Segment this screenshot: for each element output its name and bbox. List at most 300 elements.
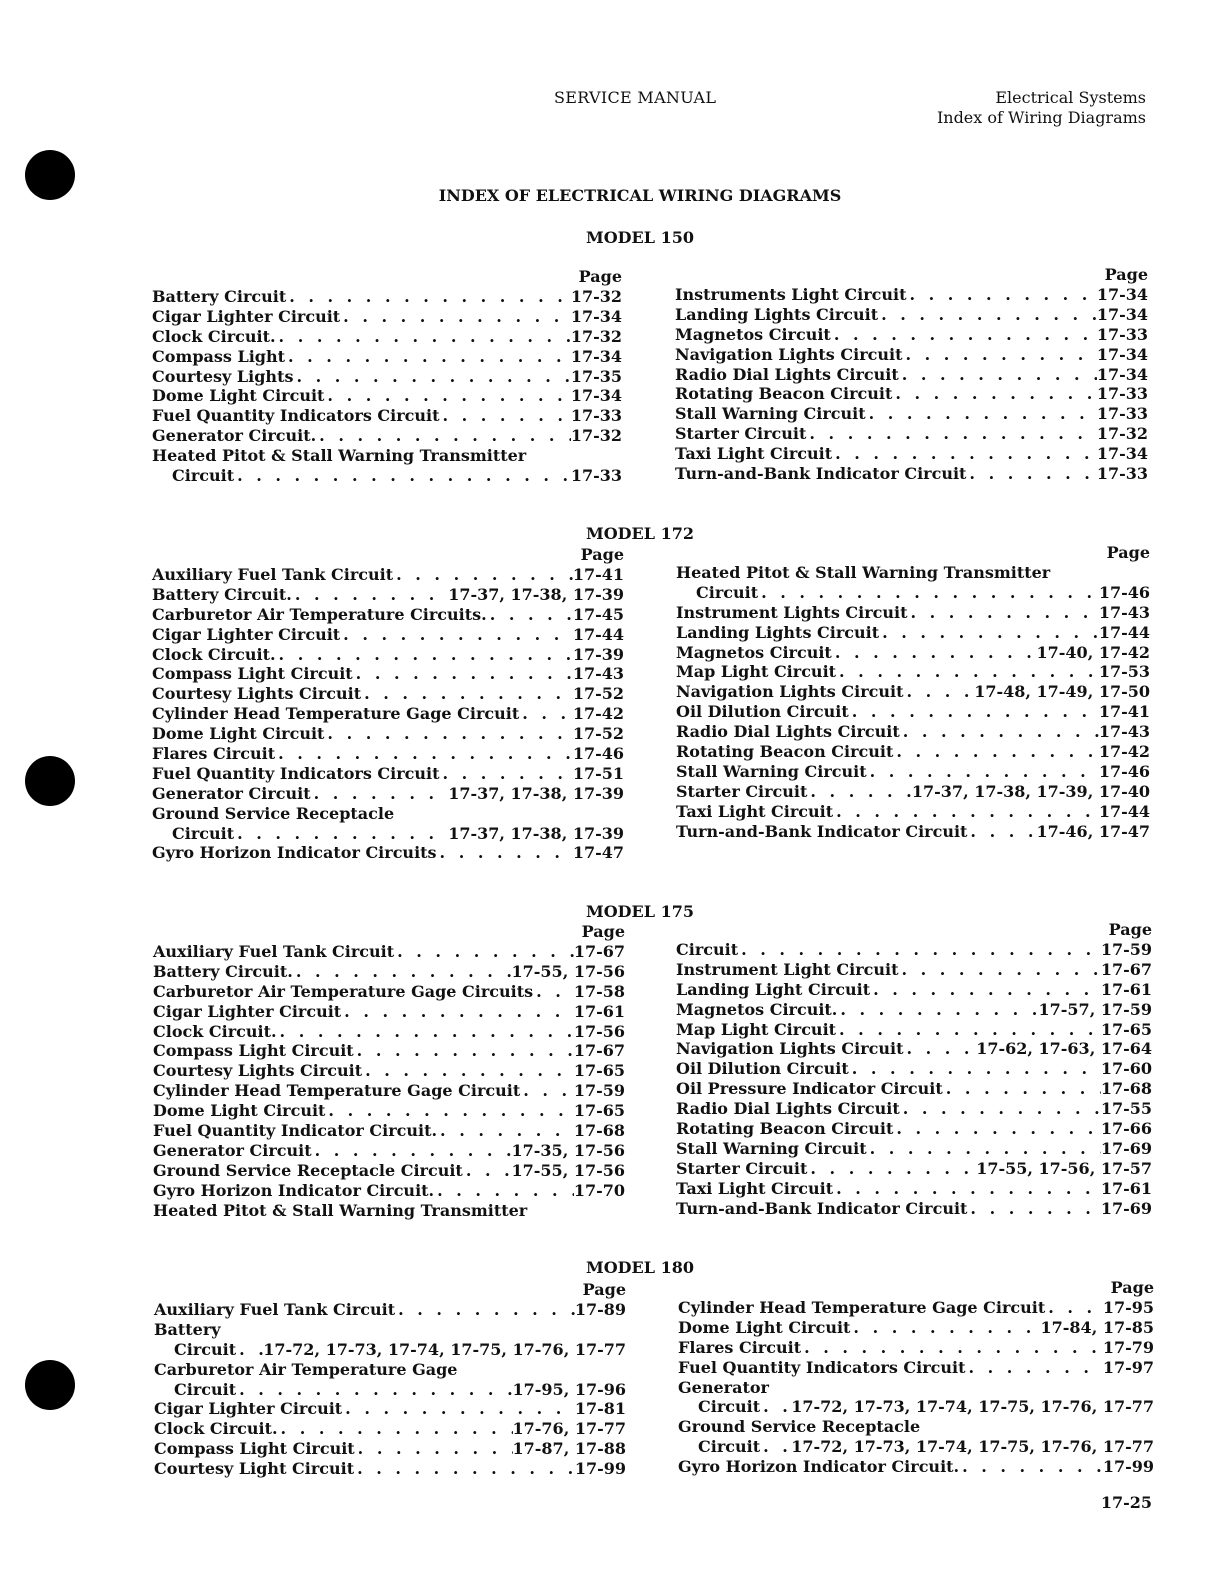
page-column-header: Page: [1104, 265, 1148, 284]
entry-title: Auxiliary Fuel Tank Circuit: [154, 1300, 396, 1319]
leader-dots: [893, 742, 1098, 762]
index-entry: [676, 722, 1150, 742]
leader-dots: [760, 1437, 791, 1457]
entry-page: 17-34: [570, 306, 622, 326]
leader-dots: [833, 802, 1099, 822]
entry-page: 17-70: [573, 1180, 625, 1200]
entry-page: 17-37, 17-38, 17-39: [448, 823, 624, 843]
index-entry: [676, 1039, 1152, 1059]
leader-dots: [943, 1079, 1101, 1099]
entry-page: 17-34: [1096, 304, 1148, 324]
entry-page: 17-89: [574, 1300, 626, 1319]
index-entry: [152, 466, 622, 486]
page-column-header: Page: [1108, 920, 1152, 939]
entry-title: Magnetos Circuit: [675, 324, 831, 344]
model-175-right-column: [676, 920, 1152, 1218]
entry-title: Fuel Quantity Indicators Circuit: [152, 406, 440, 426]
leader-dots: [892, 384, 1096, 404]
entry-page: 17-33: [1096, 324, 1148, 344]
index-entry: [675, 404, 1148, 424]
entry-page: 17-41: [572, 565, 624, 584]
page-column-header: Page: [1106, 543, 1150, 562]
index-entry: [154, 1380, 626, 1400]
index-entry: [153, 1022, 625, 1042]
index-entry: [675, 384, 1148, 404]
leader-dots: [900, 1099, 1101, 1119]
leader-dots: [341, 1002, 574, 1022]
entry-page: 17-33: [1096, 404, 1148, 424]
entry-title: Turn-and-Bank Indicator Circuit: [675, 464, 967, 484]
index-entry: [152, 406, 622, 426]
entry-title: Fuel Quantity Indicators Circuit: [678, 1357, 966, 1377]
index-entry: [676, 1079, 1152, 1099]
entry-title: Battery Circuit: [152, 287, 287, 306]
index-entry: [154, 1419, 626, 1439]
entry-title: Starter Circuit: [675, 424, 807, 444]
leader-dots: [906, 285, 1096, 305]
index-entry: [676, 643, 1150, 663]
page-column-header: Page: [581, 922, 625, 941]
leader-dots: [292, 585, 448, 605]
index-entry: [154, 1320, 626, 1340]
leader-dots: [866, 404, 1097, 424]
index-entry: [675, 424, 1148, 444]
entry-title: Radio Dial Lights Circuit: [676, 722, 900, 742]
index-entry: [676, 563, 1150, 583]
leader-dots: [850, 1318, 1040, 1338]
index-entry: [152, 287, 622, 307]
entry-title: Instrument Light Circuit: [676, 959, 899, 979]
leader-dots: [899, 365, 1097, 385]
leader-dots: [965, 1358, 1102, 1378]
entry-title: Landing Lights Circuit: [675, 304, 879, 324]
index-entry: [675, 305, 1148, 325]
model-180-left-column: [154, 1280, 626, 1479]
leader-dots: [277, 1022, 574, 1042]
leader-dots: [362, 1061, 574, 1081]
entry-page: 17-61: [1100, 979, 1152, 999]
index-entry: [153, 1181, 625, 1201]
leader-dots: [395, 1300, 575, 1320]
leader-dots: [832, 643, 1037, 663]
entry-page: 17-33: [570, 466, 622, 486]
entry-title: Clock Circuit.: [152, 644, 276, 664]
entry-title: Rotating Beacon Circuit: [675, 384, 893, 404]
leader-dots: [832, 444, 1097, 464]
entry-title: Gyro Horizon Indicator Circuits: [152, 843, 437, 863]
leader-dots: [867, 762, 1099, 782]
leader-dots: [849, 702, 1099, 722]
index-entry: [152, 764, 624, 784]
leader-dots: [902, 345, 1096, 365]
leader-dots: [236, 1380, 512, 1400]
entry-title: Battery: [154, 1319, 221, 1339]
entry-page: 17-65: [573, 1101, 625, 1121]
entry-title: Circuit: [174, 1379, 237, 1399]
leader-dots: [325, 1101, 573, 1121]
model-title: MODEL 175: [586, 902, 694, 921]
entry-title: Clock Circuit.: [153, 1021, 277, 1041]
leader-dots: [355, 1439, 513, 1459]
entry-page: 17-34: [1096, 364, 1148, 384]
entry-title: Circuit: [676, 940, 739, 959]
leader-dots: [276, 645, 573, 665]
index-entry: [152, 724, 624, 744]
entry-page: 17-99: [1102, 1457, 1154, 1477]
entry-page: 17-72, 17-73, 17-74, 17-75, 17-76, 17-77: [263, 1339, 626, 1359]
entry-page: 17-79: [1102, 1337, 1154, 1357]
index-entry: [675, 365, 1148, 385]
entry-page: 17-40, 17-42: [1036, 642, 1150, 662]
leader-dots: [394, 942, 574, 962]
index-entry: [676, 1099, 1152, 1119]
index-entry: [152, 704, 624, 724]
entry-page: 17-51: [572, 763, 624, 783]
entry-page: 17-42: [1098, 742, 1150, 762]
leader-dots: [463, 1161, 512, 1181]
entry-page: 17-44: [1098, 801, 1150, 821]
entry-page: 17-67: [1100, 959, 1152, 979]
entry-title: Generator Circuit.: [152, 426, 317, 446]
entry-page: 17-58: [573, 981, 625, 1001]
entry-page: 17-61: [1100, 1178, 1152, 1198]
entry-title: Heated Pitot & Stall Warning Transmitter: [153, 1200, 528, 1220]
entry-title: Map Light Circuit: [676, 1019, 837, 1039]
entry-title: Landing Lights Circuit: [676, 622, 880, 642]
index-entry: [678, 1338, 1154, 1358]
entry-page: 17-69: [1100, 1198, 1152, 1218]
entry-page: 17-34: [570, 346, 622, 366]
entry-title: Carburetor Air Temperature Gage: [154, 1359, 458, 1379]
entry-page: 17-69: [1100, 1138, 1152, 1158]
entry-title: Flares Circuit: [678, 1337, 802, 1357]
leader-dots: [316, 426, 571, 446]
leader-dots: [1045, 1298, 1103, 1318]
entry-title: Navigation Lights Circuit: [676, 682, 904, 702]
entry-title: Landing Light Circuit: [676, 979, 871, 999]
index-entry: [152, 307, 622, 327]
entry-title: Flares Circuit: [152, 744, 276, 764]
index-entry: [676, 960, 1152, 980]
entry-title: Oil Pressure Indicator Circuit: [676, 1079, 943, 1099]
entry-page: 17-62, 17-63, 17-64: [976, 1039, 1152, 1059]
index-entry: [152, 327, 622, 347]
leader-dots: [236, 1340, 263, 1360]
page-number: 17-25: [1100, 1493, 1152, 1512]
index-entry: [152, 585, 624, 605]
page-column-header: Page: [582, 1280, 626, 1299]
entry-page: 17-34: [570, 386, 622, 406]
entry-page: 17-32: [570, 326, 622, 346]
entry-title: Dome Light Circuit: [678, 1317, 851, 1337]
entry-page: 17-48, 17-49, 17-50: [974, 682, 1150, 702]
entry-title: Dome Light Circuit: [153, 1101, 326, 1121]
entry-title: Turn-and-Bank Indicator Circuit: [676, 1198, 968, 1218]
entry-title: Taxi Light Circuit: [675, 444, 833, 464]
index-entry: [676, 682, 1150, 702]
entry-title: Dome Light Circuit: [152, 386, 325, 406]
index-entry: [152, 386, 622, 406]
entry-page: 17-65: [573, 1061, 625, 1081]
leader-dots: [833, 1179, 1101, 1199]
leader-dots: [903, 682, 974, 702]
entry-title: Turn-and-Bank Indicator Circuit: [676, 821, 968, 841]
entry-title: Circuit: [172, 823, 235, 843]
index-entry: [678, 1417, 1154, 1437]
index-entry: [153, 1201, 625, 1221]
entry-page: 17-52: [572, 724, 624, 744]
leader-dots: [434, 1181, 574, 1201]
index-entry: [676, 1020, 1152, 1040]
index-entry: [678, 1437, 1154, 1457]
index-entry: [675, 345, 1148, 365]
leader-dots: [959, 1457, 1103, 1477]
entry-title: Taxi Light Circuit: [676, 801, 834, 821]
entry-page: 17-68: [1100, 1079, 1152, 1099]
index-entry: [676, 762, 1150, 782]
entry-page: 17-33: [1096, 384, 1148, 404]
index-entry: [152, 824, 624, 844]
leader-dots: [831, 325, 1097, 345]
index-entry: [154, 1360, 626, 1380]
entry-page: 17-34: [1096, 444, 1148, 464]
leader-dots: [354, 1041, 574, 1061]
leader-dots: [967, 822, 1036, 842]
leader-dots: [439, 406, 570, 426]
index-entry: [676, 980, 1152, 1000]
entry-page: 17-42: [572, 704, 624, 724]
entry-title: Radio Dial Lights Circuit: [675, 364, 899, 384]
entry-page: 17-45: [572, 604, 624, 624]
entry-page: 17-97: [1102, 1357, 1154, 1377]
entry-page: 17-32: [570, 426, 622, 446]
entry-title: Cylinder Head Temperature Gage Circuit: [153, 1081, 521, 1101]
entry-title: Carburetor Air Temperature Circuits.: [152, 604, 487, 624]
entry-title: Courtesy Lights Circuit: [152, 684, 362, 704]
leader-dots: [361, 684, 573, 704]
page-column-header: Page: [580, 545, 624, 564]
index-entry: [676, 583, 1150, 603]
model-title: MODEL 150: [586, 228, 694, 247]
entry-title: Stall Warning Circuit: [675, 404, 866, 424]
index-entry: [676, 940, 1152, 960]
leader-dots: [519, 704, 573, 724]
index-entry: [676, 1139, 1152, 1159]
entry-page: 17-43: [1098, 602, 1150, 622]
entry-page: 17-99: [574, 1459, 626, 1479]
model-172-right-column: [676, 543, 1150, 841]
index-entry: [152, 347, 622, 367]
index-entry: [676, 1199, 1152, 1219]
index-entry: [153, 1061, 625, 1081]
leader-dots: [439, 764, 572, 784]
entry-title: Auxiliary Fuel Tank Circuit: [152, 565, 394, 584]
leader-dots: [278, 1419, 513, 1439]
entry-title: Ground Service Receptacle Circuit: [153, 1160, 463, 1180]
index-entry: [152, 784, 624, 804]
entry-title: Oil Dilution Circuit: [676, 702, 849, 722]
index-entry: [675, 444, 1148, 464]
leader-dots: [533, 982, 574, 1002]
leader-dots: [342, 1399, 575, 1419]
entry-title: Generator: [678, 1377, 769, 1397]
entry-title: Oil Dilution Circuit: [676, 1059, 849, 1079]
entry-page: 17-60: [1100, 1059, 1152, 1079]
binder-hole: [25, 1360, 75, 1410]
header-section-line1: Electrical Systems: [995, 88, 1146, 107]
entry-page: 17-95, 17-96: [512, 1379, 626, 1399]
index-entry: [675, 285, 1148, 305]
entry-title: Cigar Lighter Circuit: [153, 1001, 342, 1021]
leader-dots: [760, 1397, 791, 1417]
leader-dots: [311, 784, 449, 804]
leader-dots: [893, 1119, 1100, 1139]
leader-dots: [520, 1081, 574, 1101]
leader-dots: [878, 305, 1097, 325]
entry-page: 17-84, 17-85: [1040, 1317, 1154, 1337]
index-entry: [153, 1121, 625, 1141]
model-title: MODEL 180: [586, 1258, 694, 1277]
entry-title: Compass Light Circuit: [153, 1041, 354, 1061]
entry-title: Courtesy Light Circuit: [154, 1459, 355, 1479]
leader-dots: [836, 662, 1099, 682]
leader-dots: [870, 980, 1101, 1000]
entry-page: 17-76, 17-77: [512, 1419, 626, 1439]
entry-title: Circuit: [698, 1397, 761, 1417]
leader-dots: [867, 1139, 1101, 1159]
index-entry: [152, 744, 624, 764]
leader-dots: [836, 1020, 1101, 1040]
index-entry: [676, 742, 1150, 762]
leader-dots: [285, 347, 571, 367]
entry-page: 17-33: [1096, 464, 1148, 484]
entry-page: 17-87, 17-88: [512, 1439, 626, 1459]
entry-title: Navigation Lights Circuit: [676, 1039, 904, 1059]
entry-title: Courtesy Lights: [152, 366, 294, 386]
entry-page: 17-34: [1096, 344, 1148, 364]
index-entry: [678, 1318, 1154, 1338]
leader-dots: [437, 1121, 574, 1141]
index-entry: [152, 446, 622, 466]
index-entry: [153, 962, 625, 982]
leader-dots: [340, 625, 573, 645]
index-entry: [676, 822, 1150, 842]
leader-dots: [837, 1000, 1038, 1020]
entry-page: 17-66: [1100, 1119, 1152, 1139]
entry-page: 17-32: [570, 287, 622, 306]
index-entry: [676, 603, 1150, 623]
index-entry: [678, 1457, 1154, 1477]
entry-title: Map Light Circuit: [676, 662, 837, 682]
index-entry: [152, 565, 624, 585]
entry-page: 17-47: [572, 843, 624, 863]
header-manual-title: SERVICE MANUAL: [554, 88, 717, 107]
entry-page: 17-61: [573, 1001, 625, 1021]
entry-page: 17-81: [574, 1399, 626, 1419]
leader-dots: [849, 1059, 1101, 1079]
leader-dots: [738, 940, 1101, 960]
entry-title: Stall Warning Circuit: [676, 761, 867, 781]
binder-hole: [25, 756, 75, 806]
leader-dots: [903, 1039, 976, 1059]
index-entry: [153, 1141, 625, 1161]
leader-dots: [353, 664, 573, 684]
entry-page: 17-56: [573, 1021, 625, 1041]
leader-dots: [340, 307, 571, 327]
entry-title: Battery Circuit.: [153, 961, 293, 981]
entry-page: 17-46: [572, 744, 624, 764]
entry-page: 17-32: [1096, 424, 1148, 444]
leader-dots: [967, 1199, 1100, 1219]
leader-dots: [801, 1338, 1103, 1358]
entry-title: Battery Circuit.: [152, 584, 292, 604]
entry-title: Instruments Light Circuit: [675, 285, 907, 304]
index-entry: [152, 804, 624, 824]
leader-dots: [966, 464, 1096, 484]
leader-dots: [807, 782, 911, 802]
entry-page: 17-34: [1096, 285, 1148, 304]
entry-title: Courtesy Lights Circuit: [153, 1061, 363, 1081]
entry-page: 17-55, 17-56: [511, 1160, 625, 1180]
index-entry: [154, 1300, 626, 1320]
entry-page: 17-59: [573, 1081, 625, 1101]
index-entry: [152, 367, 622, 387]
entry-title: Instrument Lights Circuit: [676, 602, 908, 622]
index-entry: [676, 1119, 1152, 1139]
index-entry: [676, 782, 1150, 802]
index-entry: [152, 605, 624, 625]
index-entry: [678, 1397, 1154, 1417]
entry-title: Gyro Horizon Indicator Circuit.: [153, 1180, 435, 1200]
index-entry: [152, 426, 622, 446]
page-column-header: Page: [578, 267, 622, 286]
leader-dots: [276, 327, 571, 347]
model-175-left-column: [153, 922, 625, 1220]
leader-dots: [275, 744, 573, 764]
model-172-left-column: [152, 545, 624, 863]
leader-dots: [293, 962, 512, 982]
index-entry: [676, 1159, 1152, 1179]
entry-title: Ground Service Receptacle: [678, 1417, 921, 1437]
entry-title: Cigar Lighter Circuit: [154, 1399, 343, 1419]
leader-dots: [354, 1459, 575, 1479]
leader-dots: [437, 843, 573, 863]
index-entry: [153, 1041, 625, 1061]
entry-title: Compass Light Circuit: [152, 664, 353, 684]
entry-title: Circuit: [698, 1437, 761, 1457]
entry-title: Rotating Beacon Circuit: [676, 742, 894, 762]
index-entry: [676, 1000, 1152, 1020]
entry-title: Compass Light Circuit: [154, 1439, 355, 1459]
entry-title: Fuel Quantity Indicator Circuit.: [153, 1121, 438, 1141]
leader-dots: [234, 466, 571, 486]
entry-page: 17-55, 17-56: [511, 961, 625, 981]
index-entry: [153, 982, 625, 1002]
entry-title: Circuit: [696, 582, 759, 602]
index-entry: [678, 1378, 1154, 1398]
entry-page: 17-46: [1098, 761, 1150, 781]
entry-title: Carburetor Air Temperature Gage Circuits: [153, 981, 534, 1001]
entry-page: 17-72, 17-73, 17-74, 17-75, 17-76, 17-77: [791, 1437, 1154, 1457]
entry-page: 17-55, 17-56, 17-57: [976, 1158, 1152, 1178]
entry-title: Starter Circuit: [676, 1158, 808, 1178]
entry-title: Ground Service Receptacle: [152, 803, 395, 823]
index-entry: [675, 464, 1148, 484]
index-title: INDEX OF ELECTRICAL WIRING DIAGRAMS: [438, 186, 842, 205]
index-entry: [154, 1459, 626, 1479]
entry-title: Compass Light: [152, 346, 286, 366]
leader-dots: [807, 1159, 976, 1179]
